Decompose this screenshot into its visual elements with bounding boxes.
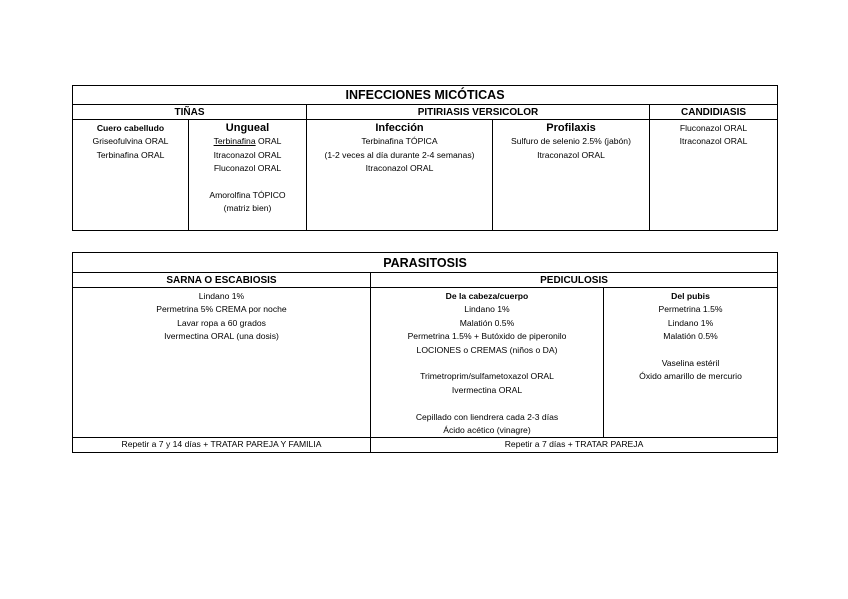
treatment-line: (1-2 veces al día durante 2-4 semanas) <box>324 149 475 160</box>
treatment-line: Itraconazol ORAL <box>679 136 748 147</box>
treatment-line: Permetrina 5% CREMA por noche <box>156 304 287 315</box>
treatment-line: Itraconazol ORAL <box>213 149 282 160</box>
treatment-line: Malatión 0.5% <box>663 331 718 342</box>
parasitosis-title: PARASITOSIS <box>73 253 778 273</box>
treatment-line: Lavar ropa a 60 grados <box>177 317 266 328</box>
treatment-line: Griseofulvina ORAL <box>92 136 169 147</box>
treatment-line: Permetrina 1.5% <box>658 304 723 315</box>
treatment-line: Fluconazol ORAL <box>213 163 282 174</box>
pediculosis-footer: Repetir a 7 días + TRATAR PAREJA <box>371 438 778 452</box>
treatment-line: Fluconazol ORAL <box>679 123 748 133</box>
treatment-line: Ivermectina ORAL <box>451 384 523 395</box>
treatment-line: Óxido amarillo de mercurio <box>639 371 742 382</box>
fungal-infections-table <box>72 85 778 231</box>
treatment-line: Vaselina estéril <box>661 358 720 369</box>
sarna-header: SARNA O ESCABIOSIS <box>73 273 371 288</box>
treatment-line <box>189 135 306 148</box>
tinas-header: TIÑAS <box>73 105 307 120</box>
treatment-line: Sulfuro de selenio 2.5% (jabón) <box>511 136 631 147</box>
treatment-line: Itraconazol ORAL <box>537 149 605 160</box>
profilaxis-heading: Profilaxis <box>546 122 596 134</box>
treatment-line: Lindano 1% <box>667 317 714 328</box>
cabeza-heading: De la cabeza/cuerpo <box>445 291 529 301</box>
candidiasis-header: CANDIDIASIS <box>650 105 778 120</box>
ungueal-cell <box>189 120 307 231</box>
pediculosis-header: PEDICULOSIS <box>371 273 778 288</box>
blank-line <box>371 397 603 410</box>
blank-line <box>371 357 603 370</box>
treatment-line: Permetrina 1.5% + Butóxido de piperonilo <box>407 331 567 342</box>
pitiriasis-header: PITIRIASIS VERSICOLOR <box>307 105 650 120</box>
blank-line <box>189 176 306 189</box>
profilaxis-cell <box>493 120 650 231</box>
cuero-cabelludo-cell <box>73 120 189 231</box>
treatment-line: Lindano 1% <box>198 291 245 301</box>
treatment-line: Cepillado con liendrera cada 2-3 días <box>415 411 559 422</box>
treatment-line: Malatión 0.5% <box>459 317 515 328</box>
treatment-line: Ivermectina ORAL (una dosis) <box>164 331 279 342</box>
treatment-line: Terbinafina ORAL <box>96 149 165 160</box>
pubis-cell <box>604 288 778 438</box>
infeccion-heading: Infección <box>375 122 424 134</box>
sarna-cell <box>73 288 371 438</box>
ungueal-heading: Ungueal <box>225 122 270 134</box>
infeccion-cell <box>307 120 493 231</box>
treatment-line: Terbinafina TÓPICA <box>361 136 438 147</box>
treatment-line: Lindano 1% <box>464 304 510 315</box>
treatment-line: Trimetroprim/sulfametoxazol ORAL <box>420 371 554 382</box>
blank-line <box>604 344 777 357</box>
underlined-drug: Terbinafina <box>213 136 256 147</box>
treatment-line: Amorolfina TÓPICO <box>209 190 286 201</box>
treatment-line: Ácido acético (vinagre) <box>443 425 531 436</box>
cuero-heading: Cuero cabelludo <box>96 123 165 133</box>
treatment-line: LOCIONES o CREMAS (niños o DA) <box>416 344 558 355</box>
fungal-title: INFECCIONES MICÓTICAS <box>73 86 778 105</box>
sarna-footer: Repetir a 7 y 14 días + TRATAR PAREJA Y FAMILIA <box>73 438 371 452</box>
drug-route: ORAL <box>255 136 282 147</box>
treatment-line: (matriz bien) <box>223 203 272 214</box>
candidiasis-cell <box>650 120 778 231</box>
treatment-line: Itraconazol ORAL <box>365 163 434 174</box>
cabeza-cuerpo-cell <box>371 288 604 438</box>
parasitosis-table <box>72 252 778 453</box>
pubis-heading: Del pubis <box>671 291 710 301</box>
